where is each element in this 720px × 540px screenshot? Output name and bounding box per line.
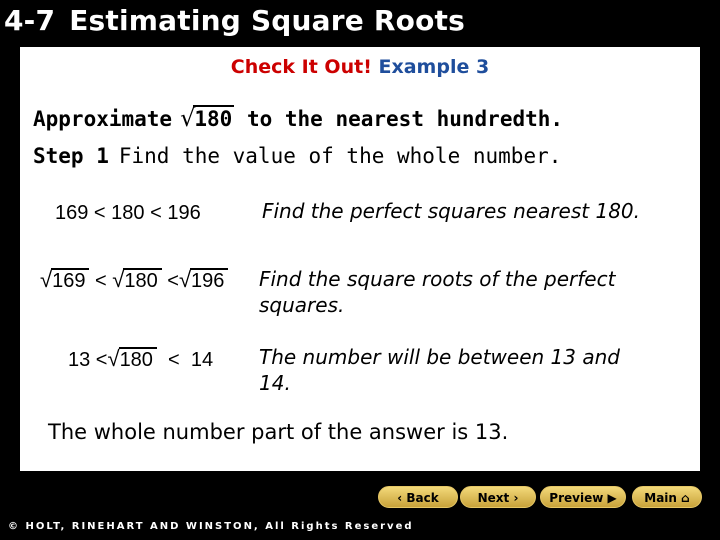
step-text: Find the value of the whole number.	[118, 144, 562, 168]
problem-prompt	[33, 104, 563, 132]
conclusion-text: The whole number part of the answer is 13.	[48, 420, 509, 444]
prompt-before: Approximate	[33, 107, 173, 131]
inequality-2	[40, 267, 228, 293]
radical-symbol: √	[112, 267, 125, 292]
example-label: Example 3	[378, 56, 490, 78]
note-2	[259, 266, 615, 318]
note-3-line-1: The number will be between 13 and	[259, 345, 620, 369]
chevron-left-icon: ‹	[397, 491, 407, 505]
radical-196	[179, 267, 228, 293]
step-1	[33, 144, 561, 168]
radicand-180: 180	[119, 347, 157, 371]
radical-symbol: √	[107, 346, 120, 371]
preview-button[interactable]	[540, 486, 626, 508]
step-label: Step 1	[33, 144, 109, 168]
radicand-196: 196	[190, 268, 228, 292]
thirteen-less-than: 13 <	[68, 349, 108, 371]
radical-symbol: √	[40, 267, 53, 292]
next-label: Next	[477, 491, 510, 505]
inequality-1: 169 < 180 < 196	[55, 202, 201, 224]
note-3	[259, 344, 620, 396]
note-3-line-2: 14.	[259, 371, 291, 395]
back-button[interactable]	[378, 486, 458, 508]
lesson-name: Estimating Square Roots	[69, 4, 466, 37]
lesson-title	[4, 4, 465, 37]
radicand-180: 180	[123, 268, 161, 292]
copyright-text: © HOLT, RINEHART AND WINSTON, All Rights Reserved	[8, 521, 414, 532]
radical-180	[107, 346, 156, 372]
next-button[interactable]	[460, 486, 536, 508]
lesson-number: 4-7	[4, 4, 56, 37]
less-than-fourteen: < 14	[156, 349, 214, 371]
radicand-169: 169	[51, 268, 89, 292]
back-label: Back	[406, 491, 439, 505]
prompt-after: to the nearest hundredth.	[246, 107, 564, 131]
check-it-out-label: Check It Out!	[230, 56, 372, 78]
note-1: Find the perfect squares nearest 180.	[262, 199, 640, 223]
home-icon: ⌂	[676, 491, 690, 505]
less-than: <	[161, 270, 179, 292]
inequality-3	[68, 346, 213, 372]
main-button[interactable]	[632, 486, 702, 508]
radical-symbol: √	[180, 104, 196, 132]
example-subtitle	[0, 56, 720, 78]
note-2-line-2: squares.	[259, 293, 345, 317]
play-icon: ▶	[603, 491, 617, 505]
radical-symbol: √	[178, 267, 192, 292]
main-label: Main	[644, 491, 677, 505]
preview-label: Preview	[549, 491, 604, 505]
radical-180	[180, 104, 234, 132]
less-than: <	[89, 270, 113, 292]
radicand: 180	[194, 107, 233, 131]
note-2-line-1: Find the square roots of the perfect	[259, 267, 616, 291]
radical-169	[40, 267, 89, 293]
radical-180	[112, 267, 161, 293]
chevron-right-icon: ›	[509, 491, 519, 505]
